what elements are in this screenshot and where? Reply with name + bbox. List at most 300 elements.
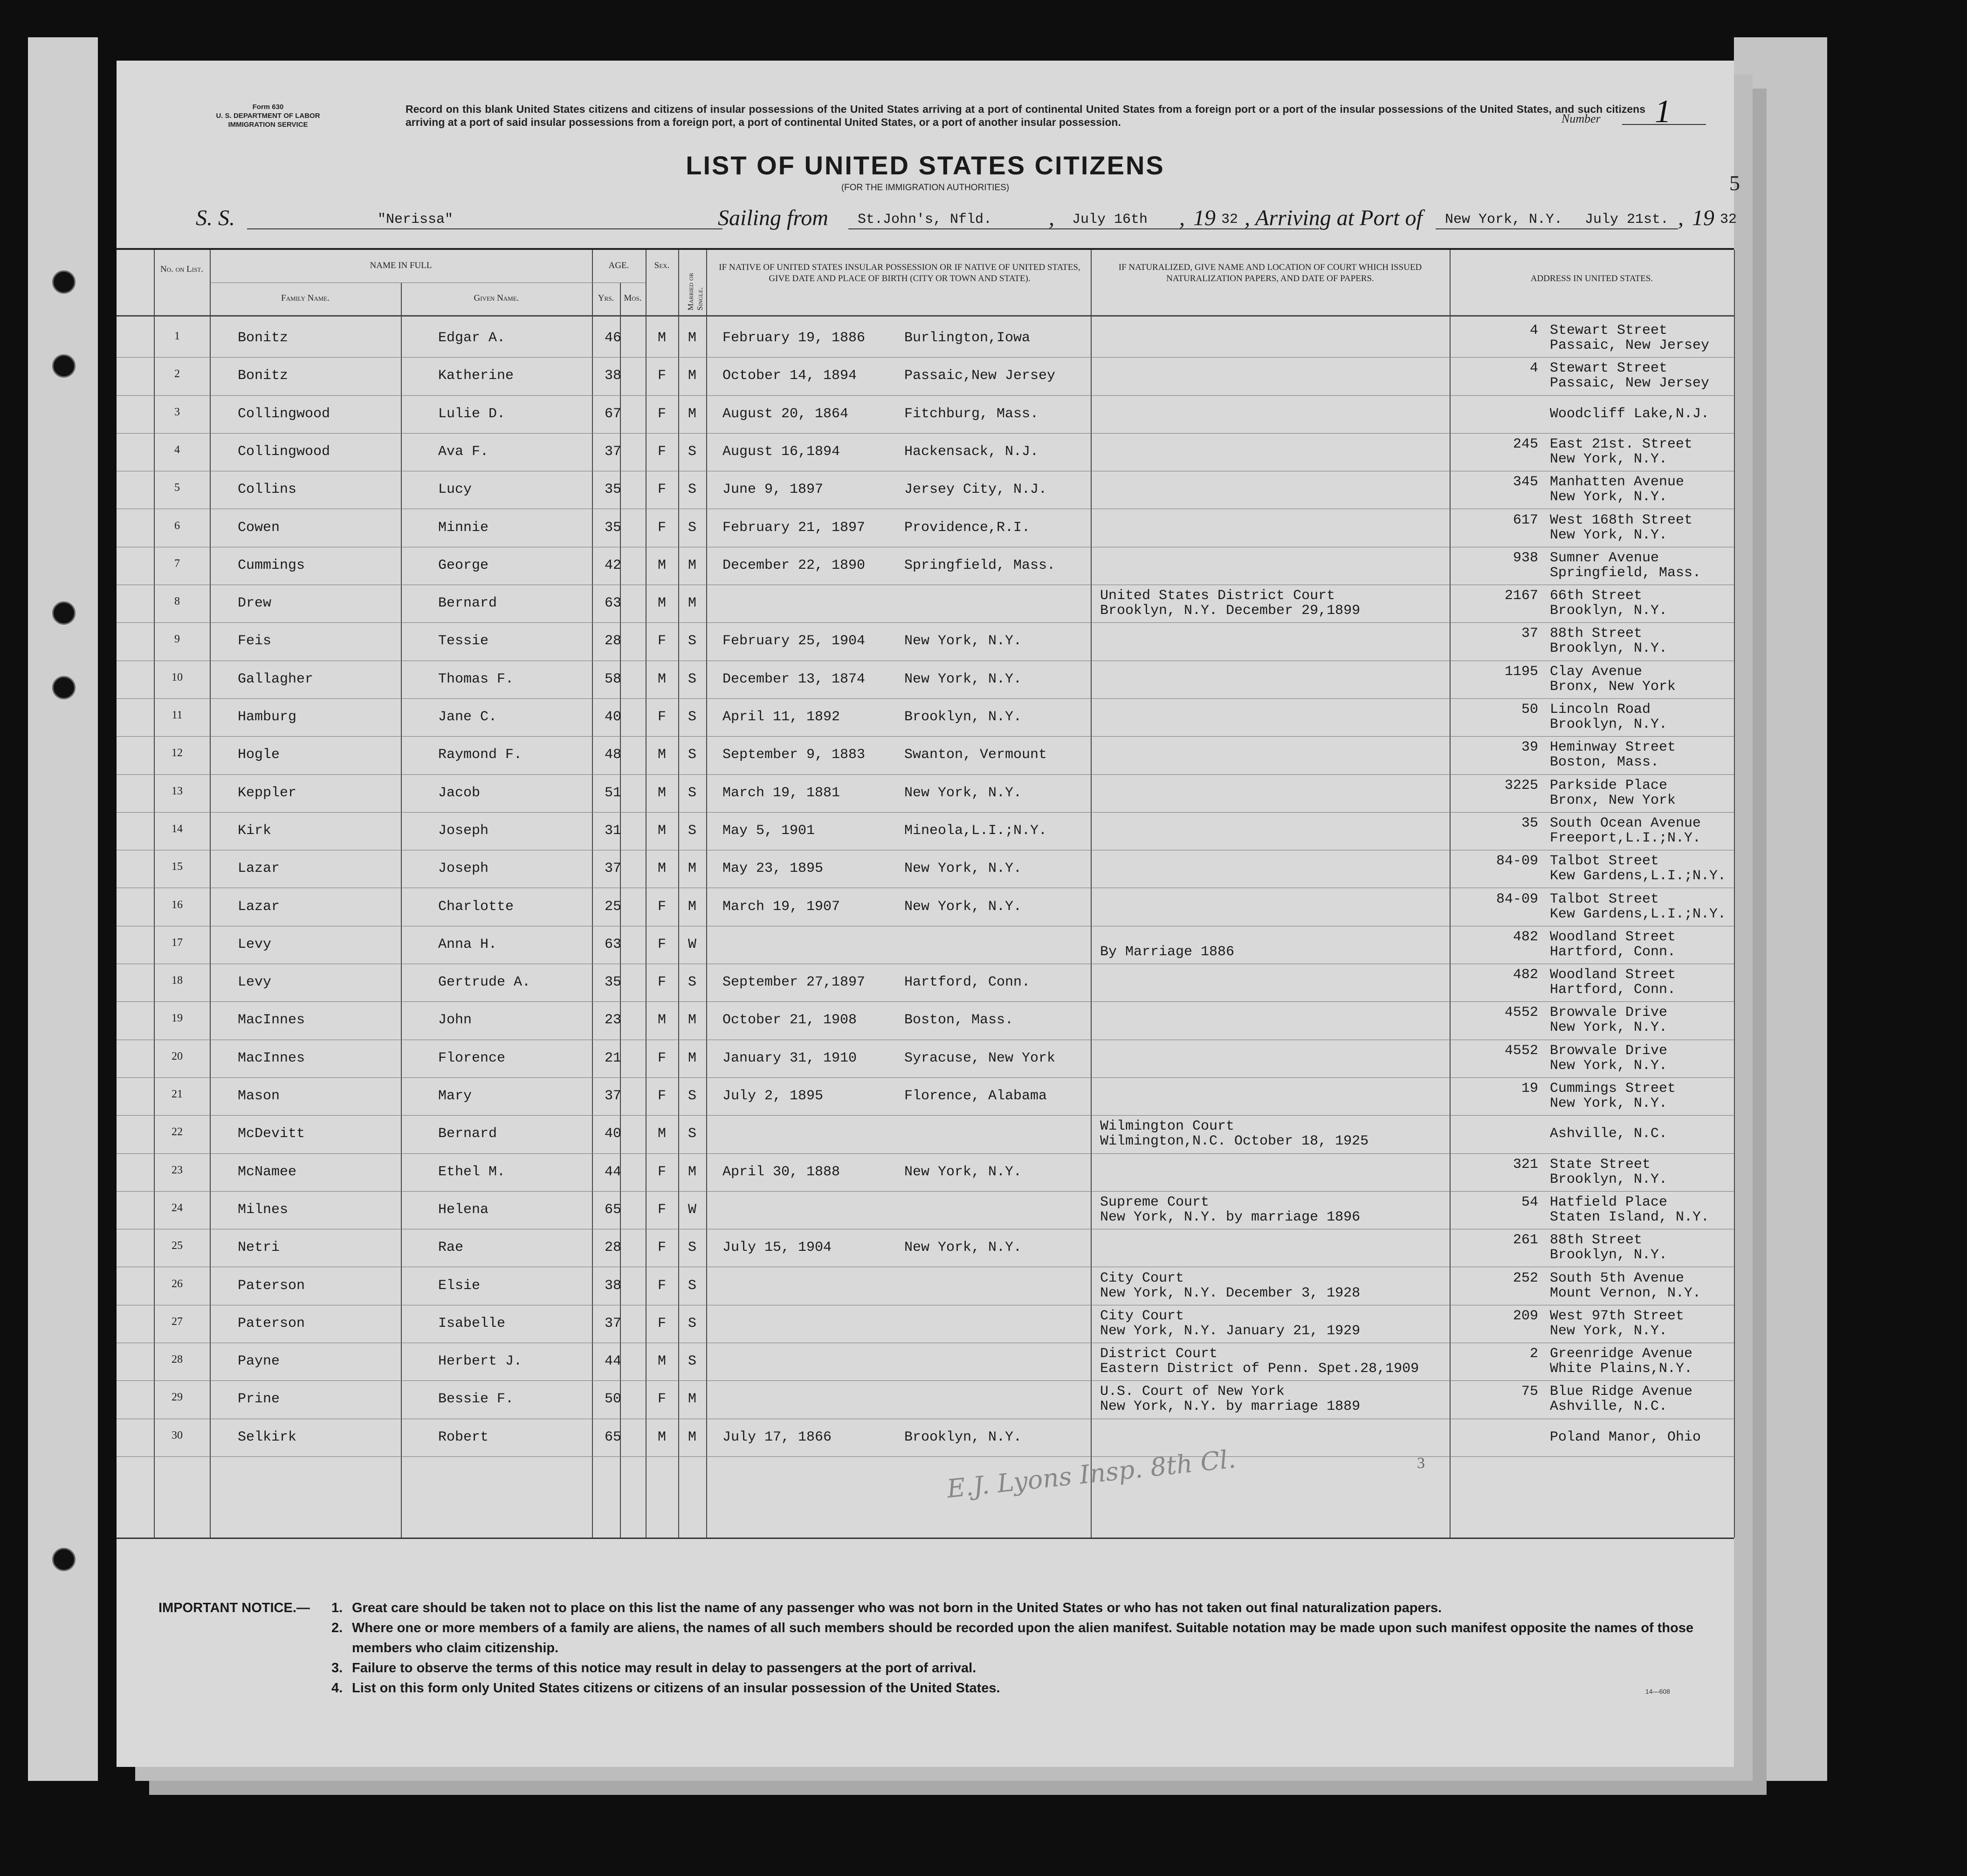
col-rule-10 [1734,250,1735,1538]
given-name: Jane C. [438,709,497,725]
family-name: Milnes [238,1201,289,1218]
birth-date: February 21, 1897 [722,519,866,536]
birth-place: New York, N.Y. [904,1240,1022,1256]
age-years: 51 [604,785,621,801]
form-identifier [168,103,368,129]
family-name: Selkirk [238,1429,297,1445]
row-number: 17 [172,936,183,949]
birth-place: New York, N.Y. [904,785,1022,801]
family-name: Feis [238,633,272,649]
marital-status: W [688,1201,696,1218]
address-street: Clay Avenue [1550,663,1643,680]
address-number: 75 [1521,1384,1538,1400]
binder-hole [52,1548,76,1571]
sex: M [657,822,666,839]
address-street: State Street [1550,1156,1651,1172]
ss-label: S. S. [196,206,235,230]
sex: M [657,785,666,801]
row-number: 18 [172,974,183,987]
address-city: Ashville, N.C. [1550,1126,1668,1142]
court-name: Wilmington Court [1100,1118,1235,1135]
address-number: 252 [1513,1270,1538,1286]
address-city: New York, N.Y. [1550,1020,1668,1036]
marital-status: S [688,633,696,649]
page-edge-left [28,37,98,1781]
table-row [117,964,1734,1001]
sex: M [657,1012,666,1028]
birth-place: Brooklyn, N.Y. [904,709,1022,725]
page-title: LIST OF UNITED STATES CITIZENS [686,151,1165,180]
address-number: 84-09 [1496,891,1538,907]
address-number: 54 [1521,1194,1538,1210]
sex: M [657,595,666,612]
sex: F [657,519,666,536]
address-city: Staten Island, N.Y. [1550,1209,1710,1225]
marital-status: S [688,1315,696,1331]
row-number: 9 [174,633,180,646]
given-name: Charlotte [438,898,514,915]
address-street: Sumner Avenue [1550,550,1659,566]
row-number: 14 [172,822,183,835]
row-number: 1 [174,330,180,342]
given-name: Edgar A. [438,330,506,346]
address-city: Hartford, Conn. [1550,944,1676,960]
stamp-mark: 3 [1417,1455,1425,1472]
arrival-year: 32 [1720,212,1737,228]
header-family: Family Name. [281,293,330,303]
given-name: Helena [438,1201,489,1218]
sex: M [657,747,666,763]
page-edge-right [1734,37,1827,1781]
arriving-label: , Arriving at Port of [1245,206,1423,230]
notice-item-1 [331,1598,1718,1618]
given-name: John [438,1012,472,1028]
birth-date: October 14, 1894 [722,368,857,384]
birth-place: Florence, Alabama [904,1088,1047,1104]
family-name: Bonitz [238,330,289,346]
address-city: New York, N.Y. [1550,1096,1668,1111]
header-yrs: Yrs. [598,293,614,303]
given-name: Bernard [438,1126,497,1142]
header-bottom-rule [117,315,1734,317]
family-name: Hogle [238,747,280,763]
table-row [117,926,1734,964]
sex: M [657,671,666,687]
marital-status: S [688,1126,696,1142]
department: U. S. DEPARTMENT OF LABOR [216,112,320,120]
sail-date: July 16th [1072,212,1148,228]
address-number: 37 [1521,626,1538,642]
given-name: Tessie [438,633,489,649]
address-number: 35 [1521,815,1538,831]
notice-item-2 [331,1618,1718,1658]
birth-date: January 31, 1910 [722,1050,857,1066]
address-street: Talbot Street [1550,853,1659,869]
age-years: 50 [604,1391,621,1407]
row-number: 13 [172,785,183,797]
family-name: Paterson [238,1277,305,1294]
form-number: Form 630 [252,103,284,111]
table-row [117,1040,1734,1077]
table-row [117,1002,1734,1039]
marital-status: M [688,861,696,877]
family-name: McDevitt [238,1126,305,1142]
sex: F [657,1050,666,1066]
header-married: Married or Single. [686,273,704,310]
family-name: Lazar [238,861,280,877]
given-name: Elsie [438,1277,481,1294]
family-name: Drew [238,595,272,612]
notice-item-3-text: Failure to observe the terms of this notice may result in delay to passengers at the port of arrival. [352,1661,977,1676]
birth-date: March 19, 1907 [722,898,840,915]
court-location-date: New York, N.Y. January 21, 1929 [1100,1323,1361,1339]
row-number: 15 [172,861,183,873]
given-name: Florence [438,1050,506,1066]
age-years: 44 [604,1164,621,1180]
marital-status: M [688,1391,696,1407]
sex: M [657,557,666,573]
given-name: Rae [438,1240,464,1256]
marital-status: M [688,368,696,384]
family-name: Collingwood [238,406,330,422]
row-number: 11 [172,709,183,721]
sex: F [657,709,666,725]
ship-name: "Nerissa" [378,212,454,228]
family-name: Paterson [238,1315,305,1331]
birth-date: June 9, 1897 [722,482,824,498]
age-years: 48 [604,747,621,763]
given-name: Joseph [438,861,489,877]
row-number: 27 [172,1315,183,1328]
table-row [117,396,1734,433]
birth-place: Swanton, Vermount [904,747,1047,763]
given-name: Herbert J. [438,1353,523,1370]
age-years: 31 [604,822,621,839]
family-name: MacInnes [238,1050,305,1066]
row-number: 20 [172,1050,183,1062]
manifest-page [117,61,1740,1767]
address-street: 88th Street [1550,626,1643,642]
table-row [117,1116,1734,1153]
marital-status: S [688,785,696,801]
given-name: Bernard [438,595,497,612]
given-name: George [438,557,489,573]
address-number: 4552 [1504,1005,1538,1021]
age-years: 38 [604,1277,621,1294]
given-name: Bessie F. [438,1391,514,1407]
notice-item-3 [331,1658,1718,1678]
arrival-date: July 21st. [1585,212,1669,228]
sex: F [657,1201,666,1218]
header-given: Given Name. [474,293,519,303]
notice-item-1-text: Great care should be taken not to place on this list the name of any passenger who was not born in the United States or who has not taken out final naturalization papers. [352,1600,1442,1615]
sex: F [657,1088,666,1104]
arrival-underline [1436,228,1678,229]
age-years: 25 [604,898,621,915]
family-name: Payne [238,1353,280,1370]
form-code: 14—608 [1645,1688,1670,1695]
table-row [117,358,1734,395]
address-street: Parkside Place [1550,777,1668,793]
address-number: 617 [1513,512,1538,528]
address-street: South 5th Avenue [1550,1270,1685,1286]
given-name: Anna H. [438,936,497,952]
family-name: Levy [238,936,272,952]
sex: F [657,482,666,498]
marital-status: M [688,1012,696,1028]
address-city: Kew Gardens,L.I.;N.Y. [1550,868,1726,884]
family-name: Cummings [238,557,305,573]
table-row [117,850,1734,888]
address-city: Poland Manor, Ohio [1550,1429,1701,1445]
table-row [117,737,1734,774]
family-name: McNamee [238,1164,297,1180]
address-street: Talbot Street [1550,891,1659,907]
given-name: Thomas F. [438,671,514,687]
address-number: 482 [1513,929,1538,945]
address-city: Mount Vernon, N.Y. [1550,1285,1701,1301]
row-number: 23 [172,1164,183,1176]
address-city: Brooklyn, N.Y. [1550,1171,1668,1187]
given-name: Lulie D. [438,406,506,422]
notice-item-2-text: Where one or more members of a family are aliens, the names of all such members should be recorded upon the alien manifest. Suitable notation may be made upon such manifest opposite the names of those members who claim citizenship. [352,1621,1694,1655]
family-name: Lazar [238,898,280,915]
sex: M [657,861,666,877]
birth-place: Passaic,New Jersey [904,368,1056,384]
given-name: Ethel M. [438,1164,506,1180]
court-location-date: New York, N.Y. by marriage 1889 [1100,1399,1361,1415]
table-row [117,1268,1734,1305]
address-city: Brooklyn, N.Y. [1550,641,1668,657]
age-years: 35 [604,519,621,536]
age-years: 44 [604,1353,621,1370]
birth-place: Jersey City, N.J. [904,482,1047,498]
number-label: Number [1561,112,1601,125]
address-number: 50 [1521,702,1538,717]
birth-date: September 9, 1883 [722,747,866,763]
birth-place: Hackensack, N.J. [904,443,1039,460]
year-prefix-2: 19 [1692,206,1714,230]
row-number: 30 [172,1429,183,1441]
address-number: 2167 [1504,588,1538,604]
age-years: 46 [604,330,621,346]
given-name: Lucy [438,482,472,498]
birth-date: August 16,1894 [722,443,840,460]
table-row [117,1419,1734,1456]
address-street: West 168th Street [1550,512,1693,528]
binder-hole [52,354,76,378]
age-years: 37 [604,443,621,460]
marital-status: M [688,1164,696,1180]
birth-date: April 30, 1888 [722,1164,840,1180]
address-number: 4552 [1504,1042,1538,1059]
birth-place: Providence,R.I. [904,519,1031,536]
notice-item-3-number: 3. [331,1661,343,1676]
family-name: Hamburg [238,709,297,725]
address-street: Cummings Street [1550,1081,1676,1097]
ship-underline [247,228,722,229]
header-sex: Sex. [654,261,670,270]
court-location-date: New York, N.Y. by marriage 1896 [1100,1209,1361,1225]
row-number: 3 [174,406,180,418]
table-row [117,699,1734,736]
notice-lead: IMPORTANT NOTICE.— [158,1600,310,1615]
birth-date: August 20, 1864 [722,406,849,422]
age-years: 38 [604,368,621,384]
passenger-table [117,248,1734,1539]
sex: M [657,330,666,346]
family-name: MacInnes [238,1012,305,1028]
birth-place: New York, N.Y. [904,1164,1022,1180]
binder-hole [52,676,76,699]
address-number: 1195 [1504,663,1538,680]
court-location-date: Brooklyn, N.Y. December 29,1899 [1100,603,1361,619]
birth-place: Springfield, Mass. [904,557,1056,573]
given-name: Minnie [438,519,489,536]
address-city: New York, N.Y. [1550,451,1668,467]
table-row [117,1078,1734,1115]
address-city: Bronx, New York [1550,792,1676,808]
birth-place: New York, N.Y. [904,633,1022,649]
table-row [117,775,1734,812]
list-number: 1 [1655,94,1671,130]
family-name: Collingwood [238,443,330,460]
marital-status: M [688,330,696,346]
address-number: 4 [1529,323,1538,338]
court-name: United States District Court [1100,588,1335,604]
from-port: St.John's, Nfld. [858,212,992,228]
family-name: Kirk [238,822,272,839]
age-years: 65 [604,1429,621,1445]
age-years: 37 [604,1315,621,1331]
address-city: Kew Gardens,L.I.;N.Y. [1550,906,1726,922]
court-location-date: Eastern District of Penn. Spet.28,1909 [1100,1361,1419,1377]
family-name: Prine [238,1391,280,1407]
marital-status: M [688,557,696,573]
birth-date: May 5, 1901 [722,822,815,839]
age-years: 37 [604,1088,621,1104]
sex: M [657,1429,666,1445]
marital-status: W [688,936,696,952]
birth-date: December 22, 1890 [722,557,866,573]
age-years: 65 [604,1201,621,1218]
address-city: New York, N.Y. [1550,1323,1668,1339]
binder-hole [52,270,76,294]
comma-3: , [1678,206,1684,230]
address-number: 482 [1513,967,1538,983]
court-name: U.S. Court of New York [1100,1384,1285,1400]
table-row [117,510,1734,547]
family-name: Cowen [238,519,280,536]
birth-place: New York, N.Y. [904,671,1022,687]
row-number: 24 [172,1201,183,1214]
address-number: 245 [1513,436,1538,452]
row-number: 5 [174,482,180,494]
table-row [117,1381,1734,1418]
page-subtitle: (FOR THE IMMIGRATION AUTHORITIES) [841,183,1010,193]
age-years: 63 [604,595,621,612]
binder-hole [52,601,76,625]
address-street: Lincoln Road [1550,702,1651,717]
age-years: 40 [604,709,621,725]
court-location-date: New York, N.Y. December 3, 1928 [1100,1285,1361,1301]
sex: M [657,1353,666,1370]
birth-place: Hartford, Conn. [904,974,1031,991]
sex: F [657,1391,666,1407]
court-name: District Court [1100,1346,1218,1362]
address-number: 4 [1529,360,1538,377]
address-city: Springfield, Mass. [1550,565,1701,581]
birth-date: February 19, 1886 [722,330,866,346]
birth-place: Boston, Mass. [904,1012,1014,1028]
given-name: Raymond F. [438,747,523,763]
table-row [117,661,1734,698]
address-number: 261 [1513,1232,1538,1248]
given-name: Katherine [438,368,514,384]
row-number: 12 [172,747,183,759]
family-name: Keppler [238,785,297,801]
header-naturalized: IF NATURALIZED, GIVE NAME AND LOCATION OF COURT WHICH ISSUED NATURALIZATION PAPERS, AND DATE OF PAPERS. [1118,262,1422,283]
row-number: 21 [172,1088,183,1100]
sex: F [657,898,666,915]
birth-date: May 23, 1895 [722,861,824,877]
row-number: 6 [174,519,180,532]
address-street: Stewart Street [1550,323,1668,338]
row-number: 16 [172,898,183,911]
voyage-line [196,205,1737,233]
court-name: Supreme Court [1100,1194,1210,1210]
birth-date: December 13, 1874 [722,671,866,687]
address-city: Brooklyn, N.Y. [1550,1247,1668,1263]
court-name: City Court [1100,1308,1184,1324]
table-row [117,434,1734,471]
age-years: 37 [604,861,621,877]
row-number: 8 [174,595,180,608]
row-number: 10 [172,671,183,683]
marital-status: S [688,1240,696,1256]
row-number: 19 [172,1012,183,1025]
table-row [117,320,1734,357]
address-street: Woodland Street [1550,929,1676,945]
table-row [117,1305,1734,1343]
family-name: Gallagher [238,671,314,687]
marital-status: M [688,595,696,612]
row-number: 29 [172,1391,183,1404]
age-years: 42 [604,557,621,573]
marital-status: S [688,482,696,498]
given-name: Joseph [438,822,489,839]
address-street: East 21st. Street [1550,436,1693,452]
table-row [117,623,1734,660]
record-instructions: Record on this blank United States citizens and citizens of insular possessions of the United States arriving at a port of continental United States from a foreign port or a port of the insular possessions of the United States, and such citizens arriving at a port of said insular possessions from a foreign port, a port of continental United States, or a port of another insular possession. [406,103,1645,128]
table-row [117,547,1734,585]
table-row [117,1229,1734,1267]
sex: F [657,368,666,384]
header-age: AGE. [608,261,629,270]
address-street: Heminway Street [1550,739,1676,756]
marital-status: S [688,974,696,991]
table-row [117,813,1734,850]
address-street: Browvale Drive [1550,1005,1668,1021]
header-address: ADDRESS IN UNITED STATES. [1530,274,1653,283]
address-street: South Ocean Avenue [1550,815,1701,831]
birth-place: Mineola,L.I.;N.Y. [904,822,1047,839]
arrival-port: New York, N.Y. [1445,212,1563,228]
sex: F [657,406,666,422]
inspector-signature: E.J. Lyons Insp. 8th Cl. [945,1444,1238,1504]
address-city: Passaic, New Jersey [1550,338,1710,353]
row-number: 26 [172,1277,183,1290]
